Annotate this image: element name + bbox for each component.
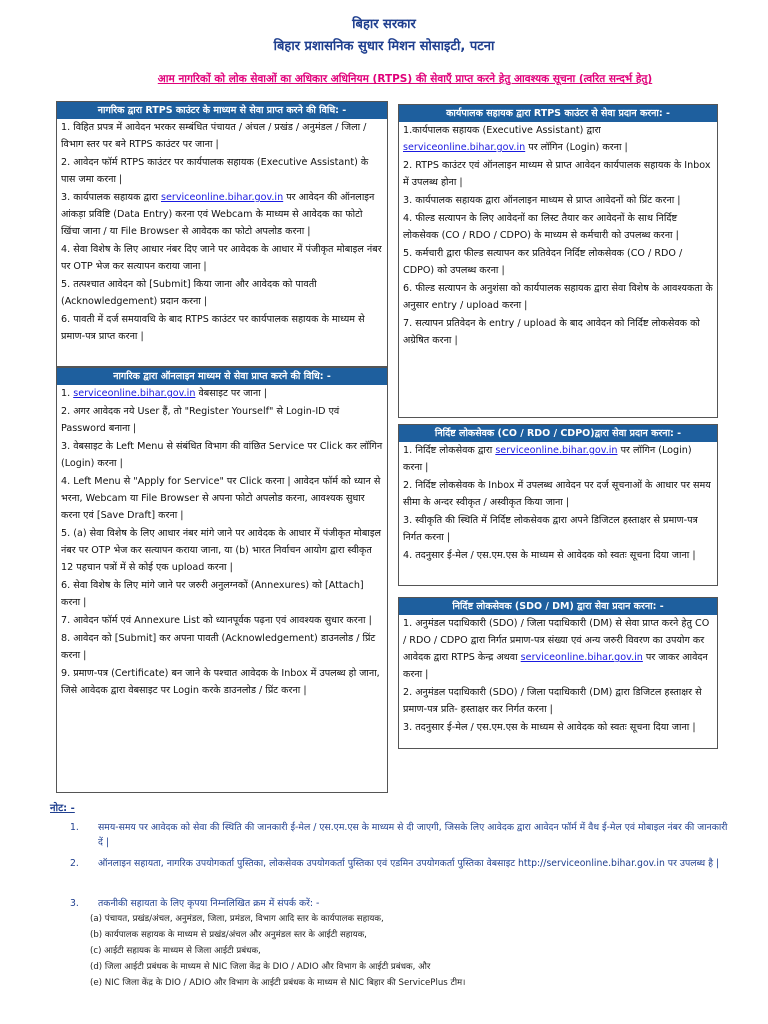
list-item: 1.कार्यपालक सहायक (Executive Assistant) द्वारा serviceonline.bihar.gov.in पर लॉगिन (Login) करना | <box>403 125 628 153</box>
website-link[interactable]: serviceonline.bihar.gov.in <box>495 445 618 456</box>
header-society: बिहार प्रशासनिक सुधार मिशन सोसाइटी, पटना <box>273 39 495 54</box>
note-number: 3. <box>70 898 79 909</box>
contact-step: (d) जिला आईटी प्रबंधक के माध्यम से NIC जिला केंद्र के DIO / ADIO और विभाग के आईटी प्रबंधक, और <box>90 962 431 972</box>
list-item: 5. तत्पश्चात आवेदन को [Submit] किया जाना और आवेदक को पावती (Acknowledgement) प्रदान करना | <box>61 279 317 307</box>
box-executive-assistant <box>398 104 718 418</box>
list-item: 2. अनुमंडल पदाधिकारी (SDO) / जिला पदाधिकारी (DM) द्वारा डिजिटल हस्ताक्षर से प्रमाण-पत्र प्रति- हस्ताक्षर कर निर्गत करना | <box>403 687 702 715</box>
header-government: बिहार सरकार <box>352 17 416 32</box>
note-number: 2. <box>70 858 79 869</box>
box-title: निर्दिष्ट लोकसेवक (CO / RDO / CDPO)द्वारा सेवा प्रदान करना: - <box>399 425 717 442</box>
list-item: 2. निर्दिष्ट लोकसेवक के Inbox में उपलब्ध आवेदन पर दर्ज सूचनाओं के आधार पर समय सीमा के अन्दर स्वीकृत / अस्वीकृत किया जाना | <box>403 480 711 508</box>
note-item <box>70 820 730 850</box>
website-link[interactable]: serviceonline.bihar.gov.in <box>73 388 196 399</box>
list-item: 9. प्रमाण-पत्र (Certificate) बन जाने के पश्चात आवेदक के Inbox में उपलब्ध हो जाना, जिसे आवेदक द्वारा वेबसाइट पर Login करके डाउनलोड / प्रिंट करना | <box>61 668 380 696</box>
list-item: 4. फील्ड सत्यापन के लिए आवेदनों का लिस्ट तैयार कर आवेदनों के साथ निर्दिष्ट लोकसेवक (CO / RDO / CDPO) के माध्यम से कर्मचारी को उपलब्ध करना | <box>403 213 679 241</box>
list-item: 6. फील्ड सत्यापन के अनुशंसा को कार्यपालक सहायक द्वारा सेवा विशेष के आवश्यकता के अनुसार entry / upload करना | <box>403 283 713 311</box>
box-online-method <box>56 367 388 793</box>
notes-title: नोट: - <box>50 803 75 814</box>
list-item: 1. अनुमंडल पदाधिकारी (SDO) / जिला पदाधिकारी (DM) से सेवा प्राप्त करने हेतु CO / RDO / CDPO द्वारा निर्गत प्रमाण-पत्र संख्या एवं अन्य जरुरी विवरण का उपयोग कर आवेदक द्वारा RTPS केन्द्र अथवा serviceonline.bihar.gov.in पर जाकर आवेदन करना | <box>403 618 710 680</box>
box-title: नागरिक द्वारा ऑनलाइन माध्यम से सेवा प्राप्त करने की विधि: - <box>57 368 387 385</box>
list-item: 1. निर्दिष्ट लोकसेवक द्वारा serviceonline.bihar.gov.in पर लॉगिन (Login) करना | <box>403 445 692 473</box>
list-item: 7. सत्यापन प्रतिवेदन के entry / upload के बाद आवेदन को निर्दिष्ट लोकसेवक को अग्रेषित करना | <box>403 318 700 346</box>
contact-step: (a) पंचायत, प्रखंड/अंचल, अनुमंडल, जिला, प्रमंडल, विभाग आदि स्तर के कार्यपालक सहायक, <box>90 914 384 924</box>
note-text: ऑनलाइन सहायता, नागरिक उपयोगकर्ता पुस्तिका, लोकसेवक उपयोगकर्ता पुस्तिका एवं एडमिन उपयोगकर्ता पुस्तिका वेबसाइट http://serviceonline.bihar.gov.in पर उपलब्ध है | <box>98 858 720 869</box>
website-link[interactable]: serviceonline.bihar.gov.in <box>403 142 526 153</box>
list-item: 4. सेवा विशेष के लिए आधार नंबर दिए जाने पर आवेदक के आधार में पंजीकृत मोबाइल नंबर पर OTP भेज कर सत्यापन कराया जाना | <box>61 244 382 272</box>
list-item: 8. आवेदन को [Submit] कर अपना पावती (Acknowledgement) डाउनलोड / प्रिंट करना | <box>61 633 376 661</box>
box-sdo-dm <box>398 597 718 749</box>
note-text: समय-समय पर आवेदक को सेवा की स्थिति की जानकारी ई-मेल / एस.एम.एस के माध्यम से दी जाएगी, जिसके लिए आवेदक द्वारा आवेदन फॉर्म में वैध ई-मेल एवं मोबाइल नंबर की जानकारी दें | <box>98 822 728 848</box>
list-item: 4. Left Menu से "Apply for Service" पर Click करना | आवेदन फॉर्म को ध्यान से भरना, Webcam या File Browser से अपना फोटो अपलोड करना, आवश्यक सुधार करना एवं [Save Draft] करना | <box>61 476 381 521</box>
list-item: 6. पावती में दर्ज समयावधि के बाद RTPS काउंटर पर कार्यपालक सहायक के माध्यम से प्रमाण-पत्र प्राप्त करना | <box>61 314 365 342</box>
list-item: 3. स्वीकृति की स्थिति में निर्दिष्ट लोकसेवक द्वारा अपने डिजिटल हस्ताक्षर से प्रमाण-पत्र निर्गत करना | <box>403 515 698 543</box>
list-item: 5. कर्मचारी द्वारा फील्ड सत्यापन कर प्रतिवेदन निर्दिष्ट लोकसेवक (CO / RDO / CDPO) को उपलब्ध करना | <box>403 248 683 276</box>
list-item: 6. सेवा विशेष के लिए मांगे जाने पर जरुरी अनुलग्नकों (Annexures) को [Attach] करना | <box>61 580 364 608</box>
note-item <box>70 896 730 911</box>
list-item: 3. कार्यपालक सहायक द्वारा ऑनलाइन माध्यम से प्राप्त आवेदनों को प्रिंट करना | <box>403 195 681 206</box>
list-item: 1. serviceonline.bihar.gov.in वेबसाइट पर जाना | <box>61 388 267 399</box>
website-link[interactable]: serviceonline.bihar.gov.in <box>520 652 643 663</box>
box-title: नागरिक द्वारा RTPS काउंटर के माध्यम से सेवा प्राप्त करने की विधि: - <box>57 102 387 119</box>
box-counter-method <box>56 101 388 367</box>
list-item: 2. आवेदन फॉर्म RTPS काउंटर पर कार्यपालक सहायक (Executive Assistant) के पास जमा करना | <box>61 157 369 185</box>
contact-step: (b) कार्यपालक सहायक के माध्यम से प्रखंड/अंचल और अनुमंडल स्तर के आईटी सहायक, <box>90 930 367 940</box>
list-item: 3. कार्यपालक सहायक द्वारा serviceonline.bihar.gov.in पर आवेदन की ऑनलाइन आंकड़ा प्रविष्टि (Data Entry) करना एवं Webcam के माध्यम से आवेदक का फोटो खिंचा जाना / या File Browser से आवेदक का फोटो अपलोड करना | <box>61 192 375 237</box>
list-item: 3. तदनुसार ई-मेल / एस.एम.एस के माध्यम से आवेदक को स्वतः सूचना दिया जाना | <box>403 722 696 733</box>
note-number: 1. <box>70 822 79 833</box>
list-item: 2. अगर आवेदक नये User हैं, तो "Register Yourself" से Login-ID एवं Password बनाना | <box>61 406 340 434</box>
website-link[interactable]: serviceonline.bihar.gov.in <box>160 192 284 203</box>
box-title: निर्दिष्ट लोकसेवक (SDO / DM) द्वारा सेवा प्रदान करना: - <box>399 598 717 615</box>
box-title: कार्यपालक सहायक द्वारा RTPS काउंटर से सेवा प्रदान करना: - <box>399 105 717 122</box>
list-item: 2. RTPS काउंटर एवं ऑनलाइन माध्यम से प्राप्त आवेदन कार्यपालक सहायक के Inbox में उपलब्ध होना | <box>403 160 711 188</box>
contact-step: (c) आईटी सहायक के माध्यम से जिला आईटी प्रबंधक, <box>90 946 261 956</box>
list-item: 5. (a) सेवा विशेष के लिए आधार नंबर मांगे जाने पर आवेदक के आधार में पंजीकृत मोबाइल नंबर पर OTP भेज कर सत्यापन कराया जाना, या (b) भारत निर्वाचन आयोग द्वारा स्वीकृत 12 पहचान पत्रों में से कोई एक upload करना | <box>61 528 382 573</box>
note-text: तकनीकी सहायता के लिए कृपया निम्नलिखित क्रम में संपर्क करें: - <box>98 898 320 909</box>
document-subtitle: आम नागरिकों को लोक सेवाओं का अधिकार अधिनियम (RTPS) की सेवाएँ प्राप्त करने हेतु आवश्यक सूचना (त्वरित सन्दर्भ हेतु) <box>157 73 653 85</box>
list-item: 4. तदनुसार ई-मेल / एस.एम.एस के माध्यम से आवेदक को स्वतः सूचना दिया जाना | <box>403 550 696 561</box>
list-item: 7. आवेदन फॉर्म एवं Annexure List को ध्यानपूर्वक पढ़ना एवं आवश्यक सुधार करना | <box>61 615 372 626</box>
list-item: 1. विहित प्रपत्र में आवेदन भरकर सम्बंधित पंचायत / अंचल / प्रखंड / अनुमंडल / जिला / विभाग स्तर पर बने RTPS काउंटर पर जाना | <box>61 122 367 150</box>
box-co-rdo-cdpo <box>398 424 718 586</box>
contact-step: (e) NIC जिला केंद्र के DIO / ADIO और विभाग के आईटी प्रबंधक के माध्यम से NIC बिहार की ServicePlus टीम। <box>90 978 466 988</box>
list-item: 3. वेबसाइट के Left Menu से संबंधित विभाग की वांछित Service पर Click कर लॉगिन (Login) करना | <box>61 441 383 469</box>
note-item <box>70 856 730 871</box>
